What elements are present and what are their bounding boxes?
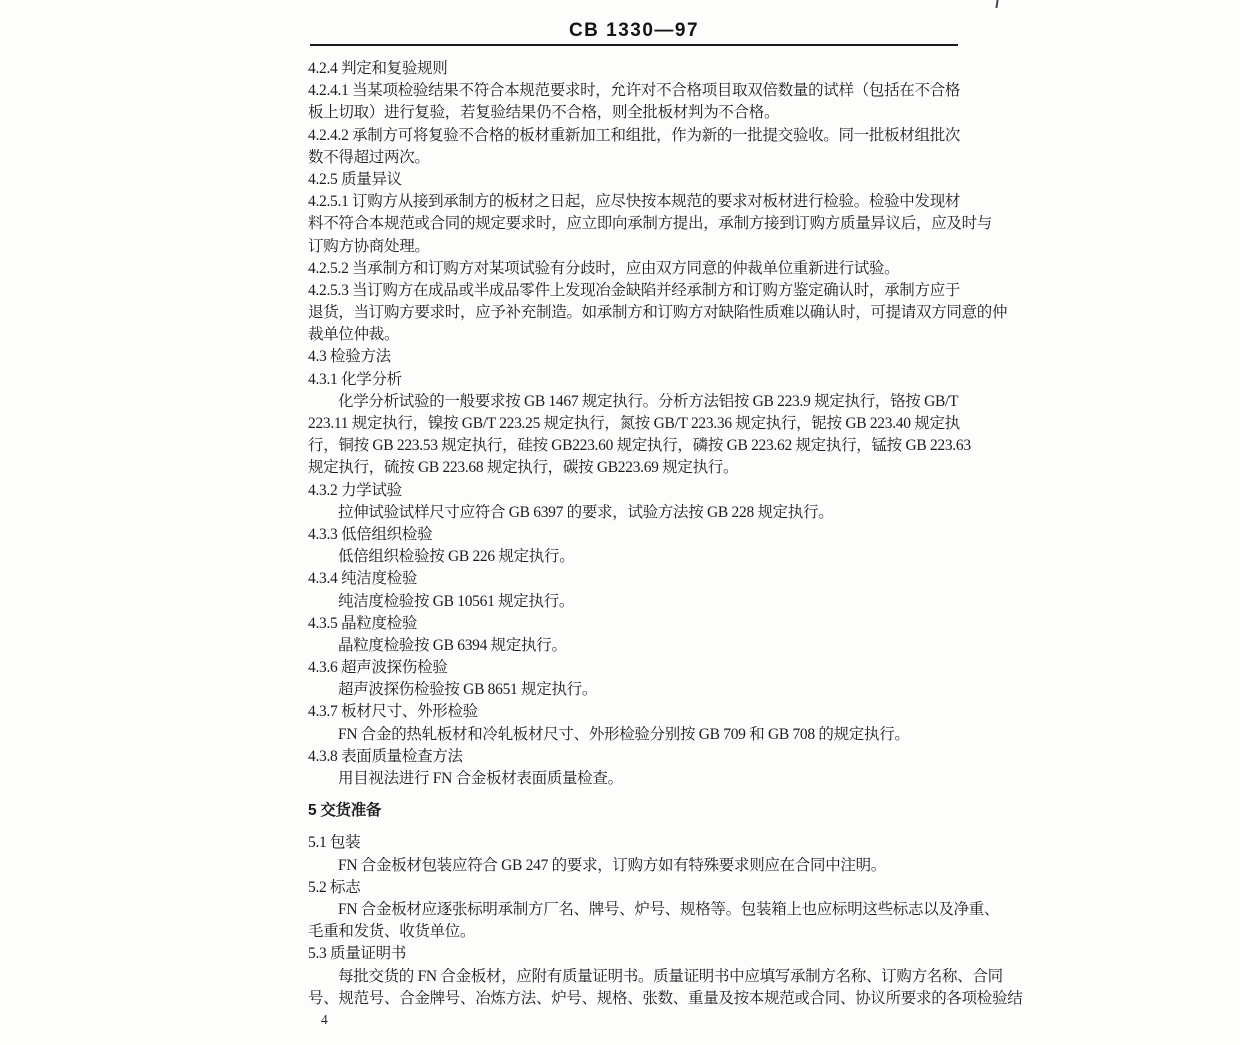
document-text-line: 低倍组织检验按 GB 226 规定执行。 bbox=[338, 548, 575, 566]
document-text-line: 4.2.5.3 当订购方在成品或半成品零件上发现冶金缺陷并经承制方和订购方鉴定确认时，承制方应于 bbox=[308, 281, 961, 299]
document-text-line: 板上切取）进行复验，若复验结果仍不合格，则全批板材判为不合格。 bbox=[308, 104, 780, 122]
document-text-line: 4.3.7 板材尺寸、外形检验 bbox=[308, 703, 478, 721]
document-text-line: 裁单位仲裁。 bbox=[308, 326, 400, 344]
document-text-line: FN 合金板材应逐张标明承制方厂名、牌号、炉号、规格等。包装箱上也应标明这些标志以及净重、 bbox=[338, 900, 1000, 918]
document-text-line: 4.3.5 晶粒度检验 bbox=[308, 614, 418, 632]
document-text-line: 每批交货的 FN 合金板材，应附有质量证明书。质量证明书中应填写承制方名称、订购方名称、合同 bbox=[338, 967, 1003, 985]
document-text-line: 4.2.4.2 承制方可将复验不合格的板材重新加工和组批，作为新的一批提交验收。同一批板材组批次 bbox=[308, 126, 961, 144]
document-text-line: 4.2.5 质量异议 bbox=[308, 170, 402, 188]
document-text-line: FN 合金的热轧板材和冷轧板材尺寸、外形检验分别按 GB 709 和 GB 708 的规定执行。 bbox=[338, 725, 910, 743]
document-text-line: 5.2 标志 bbox=[308, 878, 361, 896]
document-text-line: 纯洁度检验按 GB 10561 规定执行。 bbox=[338, 592, 575, 610]
document-text-line: 4.2.4 判定和复验规则 bbox=[308, 60, 448, 77]
document-text-line: 4.3.6 超声波探伤检验 bbox=[308, 659, 448, 677]
document-text-line: 毛重和发货、收货单位。 bbox=[308, 923, 476, 941]
document-text-line: 化学分析试验的一般要求按 GB 1467 规定执行。分析方法铝按 GB 223.9 规定执行，铬按 GB/T bbox=[338, 392, 959, 410]
document-text-line: 4.3.3 低倍组织检验 bbox=[308, 525, 433, 543]
document-text-line: 4.2.5.1 订购方从接到承制方的板材之日起，应尽快按本规范的要求对板材进行检验。检验中发现材 bbox=[308, 193, 961, 211]
document-text-line: 数不得超过两次。 bbox=[308, 148, 430, 166]
document-text-line: FN 合金板材包装应符合 GB 247 的要求，订购方如有特殊要求则应在合同中注明。 bbox=[338, 856, 886, 874]
document-text-line: 4.3.4 纯洁度检验 bbox=[308, 570, 418, 588]
document-text-line: 行，铜按 GB 223.53 规定执行，硅按 GB223.60 规定执行，磷按 GB 223.62 规定执行，锰按 GB 223.63 bbox=[308, 437, 971, 455]
document-text-line: 4.3 检验方法 bbox=[308, 348, 391, 366]
chapter-heading: 5 交货准备 bbox=[308, 802, 382, 820]
standard-number-header: CB 1330—97 bbox=[568, 20, 700, 41]
document-text-line: 4.3.8 表面质量检查方法 bbox=[308, 747, 463, 765]
document-text-line: 号、规范号、合金牌号、冶炼方法、炉号、规格、张数、重量及按本规范或合同、协议所要求的各项检验结 bbox=[308, 989, 1023, 1007]
document-text-line: 订购方协商处理。 bbox=[308, 237, 430, 255]
document-text-line: 退货，当订购方要求时，应予补充制造。如承制方和订购方对缺陷性质难以确认时，可提请双方同意的仲 bbox=[308, 304, 1008, 322]
document-text-line: 223.11 规定执行，镍按 GB/T 223.25 规定执行，氮按 GB/T 223.36 规定执行，铌按 GB 223.40 规定执 bbox=[308, 415, 960, 432]
document-text-line: 晶粒度检验按 GB 6394 规定执行。 bbox=[338, 636, 567, 654]
document-text-line: 4.2.4.1 当某项检验结果不符合本规范要求时，允许对不合格项目取双倍数量的试样（包括在不合格 bbox=[308, 82, 961, 100]
document-text-line: 拉伸试验试样尺寸应符合 GB 6397 的要求，试验方法按 GB 228 规定执行。 bbox=[338, 503, 834, 521]
scan-artifact-mark bbox=[995, 0, 998, 8]
document-text-line: 超声波探伤检验按 GB 8651 规定执行。 bbox=[338, 681, 598, 699]
document-text-line: 4.3.1 化学分析 bbox=[308, 370, 402, 388]
document-text-line: 用目视法进行 FN 合金板材表面质量检查。 bbox=[338, 770, 623, 787]
document-text-line: 规定执行，硫按 GB 223.68 规定执行，碳按 GB223.69 规定执行。 bbox=[308, 459, 739, 477]
document-text-line: 料不符合本规范或合同的规定要求时，应立即向承制方提出，承制方接到订购方质量异议后，应及时与 bbox=[308, 215, 993, 233]
document-text-line: 4.2.5.2 当承制方和订购方对某项试验有分歧时，应由双方同意的仲裁单位重新进行试验。 bbox=[308, 259, 900, 277]
document-text-line: 5.3 质量证明书 bbox=[308, 945, 407, 963]
page-number: 4 bbox=[321, 1012, 328, 1027]
document-text-line: 4.3.2 力学试验 bbox=[308, 481, 402, 499]
header-divider-rule bbox=[310, 44, 958, 46]
document-text-line: 5.1 包装 bbox=[308, 834, 361, 852]
document-body bbox=[308, 58, 1023, 1010]
